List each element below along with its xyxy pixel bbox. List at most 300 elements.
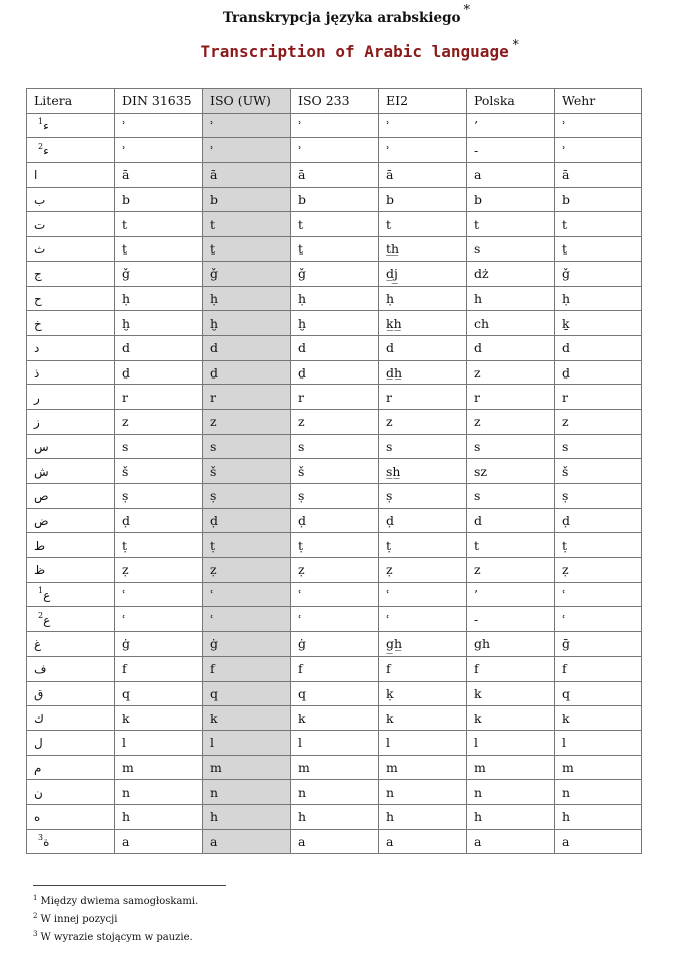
- arabic-letter: ث: [34, 242, 46, 257]
- cell-polska: h: [467, 804, 555, 829]
- cell-wehr: ḵ: [555, 311, 642, 336]
- cell-iso-uw: z: [203, 409, 291, 434]
- cell-iso-uw: ǧ: [203, 261, 291, 286]
- header-iso-233: ISO 233: [291, 89, 379, 114]
- cell-wehr: t: [555, 212, 642, 237]
- table-row: [27, 484, 642, 509]
- cell-letter: [27, 508, 115, 533]
- cell-iso-uw: ṯ: [203, 237, 291, 262]
- table-row: [27, 829, 642, 854]
- cell-polska: s: [467, 484, 555, 509]
- cell-iso-233: z: [291, 409, 379, 434]
- cell-din-31635: h: [115, 804, 203, 829]
- cell-wehr: a: [555, 829, 642, 854]
- cell-letter: [27, 212, 115, 237]
- footnote-ref: 2: [38, 141, 44, 151]
- arabic-letter: ت: [34, 217, 46, 232]
- cell-ei2: n: [379, 780, 467, 805]
- cell-din-31635: ṯ: [115, 237, 203, 262]
- cell-ei2: ṣ: [379, 484, 467, 509]
- cell-iso-uw: f: [203, 656, 291, 681]
- arabic-letter: ب: [34, 193, 46, 208]
- cell-letter: [27, 656, 115, 681]
- title-polish-asterisk: *: [463, 3, 471, 18]
- cell-letter: [27, 335, 115, 360]
- cell-letter: [27, 484, 115, 509]
- table-row: [27, 533, 642, 558]
- cell-iso-uw: ā: [203, 163, 291, 188]
- cell-din-31635: f: [115, 656, 203, 681]
- arabic-letter: ة: [43, 834, 50, 849]
- cell-wehr: d: [555, 335, 642, 360]
- footnote-2-number: 2: [33, 912, 38, 920]
- cell-din-31635: k: [115, 706, 203, 731]
- cell-wehr: ʾ: [555, 113, 642, 138]
- cell-iso-uw: ḫ: [203, 311, 291, 336]
- arabic-letter: ء: [43, 143, 49, 158]
- cell-ei2: g̲h̲: [379, 632, 467, 657]
- title-english-asterisk: *: [511, 38, 520, 53]
- cell-din-31635: ḫ: [115, 311, 203, 336]
- cell-din-31635: r: [115, 385, 203, 410]
- footnote-3: [33, 931, 198, 949]
- cell-letter: [27, 730, 115, 755]
- cell-din-31635: ḍ: [115, 508, 203, 533]
- cell-polska: n: [467, 780, 555, 805]
- cell-polska: d: [467, 508, 555, 533]
- cell-letter: [27, 459, 115, 484]
- cell-din-31635: b: [115, 187, 203, 212]
- footnote-ref: 3: [38, 832, 44, 842]
- cell-wehr: k: [555, 706, 642, 731]
- cell-ei2: k̲h̲: [379, 311, 467, 336]
- cell-polska: s: [467, 237, 555, 262]
- cell-iso-uw: ʾ: [203, 113, 291, 138]
- cell-polska: sz: [467, 459, 555, 484]
- table-row: [27, 558, 642, 583]
- cell-iso-uw: m: [203, 755, 291, 780]
- cell-din-31635: s: [115, 434, 203, 459]
- cell-iso-uw: ṭ: [203, 533, 291, 558]
- cell-ei2: k: [379, 706, 467, 731]
- cell-polska: -: [467, 607, 555, 632]
- table-row: [27, 311, 642, 336]
- cell-polska: ’: [467, 582, 555, 607]
- table-row: [27, 780, 642, 805]
- cell-iso-233: ṭ: [291, 533, 379, 558]
- cell-polska: h: [467, 286, 555, 311]
- table-row: [27, 706, 642, 731]
- arabic-letter: ء: [43, 119, 49, 134]
- cell-letter: [27, 434, 115, 459]
- cell-iso-uw: r: [203, 385, 291, 410]
- cell-iso-uw: ẓ: [203, 558, 291, 583]
- cell-wehr: ṯ: [555, 237, 642, 262]
- cell-wehr: š: [555, 459, 642, 484]
- cell-iso-uw: d: [203, 335, 291, 360]
- cell-iso-uw: ʿ: [203, 582, 291, 607]
- cell-din-31635: ġ: [115, 632, 203, 657]
- cell-iso-233: k: [291, 706, 379, 731]
- cell-ei2: a: [379, 829, 467, 854]
- cell-iso-233: f: [291, 656, 379, 681]
- cell-iso-233: b: [291, 187, 379, 212]
- table-body: [27, 113, 642, 854]
- cell-letter: [27, 706, 115, 731]
- cell-iso-uw: s: [203, 434, 291, 459]
- cell-iso-233: ḫ: [291, 311, 379, 336]
- cell-din-31635: ʿ: [115, 582, 203, 607]
- footnote-1: [33, 895, 198, 913]
- header-polska: Polska: [467, 89, 555, 114]
- cell-wehr: ṭ: [555, 533, 642, 558]
- footnote-ref: 1: [38, 586, 44, 596]
- cell-din-31635: š: [115, 459, 203, 484]
- table-row: [27, 434, 642, 459]
- cell-ei2: d̲j̲: [379, 261, 467, 286]
- cell-wehr: ḡ: [555, 632, 642, 657]
- cell-wehr: m: [555, 755, 642, 780]
- cell-letter: [27, 755, 115, 780]
- cell-wehr: b: [555, 187, 642, 212]
- cell-ei2: ʿ: [379, 607, 467, 632]
- cell-iso-233: ʿ: [291, 607, 379, 632]
- cell-iso-uw: ḏ: [203, 360, 291, 385]
- cell-iso-uw: q: [203, 681, 291, 706]
- cell-iso-uw: ḍ: [203, 508, 291, 533]
- cell-iso-uw: a: [203, 829, 291, 854]
- cell-ei2: ḥ: [379, 286, 467, 311]
- cell-letter: [27, 113, 115, 138]
- cell-wehr: ǧ: [555, 261, 642, 286]
- cell-iso-233: ʾ: [291, 113, 379, 138]
- cell-letter: [27, 607, 115, 632]
- table-row: [27, 508, 642, 533]
- arabic-letter: غ: [34, 637, 42, 652]
- title-polish-text: Transkrypcja języka arabskiego: [222, 10, 461, 26]
- table-row: [27, 286, 642, 311]
- cell-ei2: l: [379, 730, 467, 755]
- table-row: [27, 656, 642, 681]
- cell-iso-233: ġ: [291, 632, 379, 657]
- cell-iso-233: a: [291, 829, 379, 854]
- table-row: [27, 681, 642, 706]
- cell-letter: [27, 187, 115, 212]
- cell-letter: [27, 582, 115, 607]
- cell-iso-233: ḍ: [291, 508, 379, 533]
- cell-iso-233: ǧ: [291, 261, 379, 286]
- cell-ei2: ḳ: [379, 681, 467, 706]
- cell-polska: z: [467, 360, 555, 385]
- cell-wehr: ṣ: [555, 484, 642, 509]
- cell-ei2: d: [379, 335, 467, 360]
- cell-wehr: s: [555, 434, 642, 459]
- cell-letter: [27, 385, 115, 410]
- arabic-letter: ظ: [34, 563, 46, 578]
- table-row: [27, 113, 642, 138]
- table-row: [27, 409, 642, 434]
- cell-polska: ’: [467, 113, 555, 138]
- table-row: [27, 212, 642, 237]
- cell-wehr: ʾ: [555, 138, 642, 163]
- cell-din-31635: l: [115, 730, 203, 755]
- cell-ei2: s̲h̲: [379, 459, 467, 484]
- cell-ei2: ʿ: [379, 582, 467, 607]
- cell-polska: k: [467, 706, 555, 731]
- cell-letter: [27, 138, 115, 163]
- cell-iso-uw: b: [203, 187, 291, 212]
- title-english-text: Transcription of Arabic language: [200, 42, 509, 61]
- cell-polska: d: [467, 335, 555, 360]
- cell-din-31635: t: [115, 212, 203, 237]
- cell-polska: l: [467, 730, 555, 755]
- cell-polska: z: [467, 558, 555, 583]
- cell-letter: [27, 286, 115, 311]
- cell-wehr: r: [555, 385, 642, 410]
- arabic-letter: س: [34, 439, 49, 454]
- cell-polska: b: [467, 187, 555, 212]
- cell-iso-233: ʾ: [291, 138, 379, 163]
- arabic-letter: ز: [34, 415, 40, 430]
- cell-letter: [27, 533, 115, 558]
- cell-iso-uw: ʾ: [203, 138, 291, 163]
- cell-ei2: d̲h̲: [379, 360, 467, 385]
- arabic-letter: ف: [34, 662, 47, 677]
- table-row: [27, 582, 642, 607]
- table-row: [27, 730, 642, 755]
- cell-iso-uw: ḥ: [203, 286, 291, 311]
- cell-din-31635: d: [115, 335, 203, 360]
- cell-letter: [27, 829, 115, 854]
- cell-din-31635: ʿ: [115, 607, 203, 632]
- cell-din-31635: ẓ: [115, 558, 203, 583]
- cell-iso-233: d: [291, 335, 379, 360]
- cell-ei2: m: [379, 755, 467, 780]
- cell-polska: r: [467, 385, 555, 410]
- footnote-3-text: W wyrazie stojącym w pauzie.: [40, 932, 193, 943]
- cell-letter: [27, 163, 115, 188]
- footnote-3-number: 3: [33, 930, 38, 938]
- cell-ei2: ā: [379, 163, 467, 188]
- cell-iso-233: ẓ: [291, 558, 379, 583]
- cell-iso-uw: h: [203, 804, 291, 829]
- cell-ei2: ʾ: [379, 113, 467, 138]
- cell-iso-233: ḏ: [291, 360, 379, 385]
- arabic-letter: خ: [34, 316, 42, 331]
- table-row: [27, 607, 642, 632]
- cell-iso-uw: t: [203, 212, 291, 237]
- cell-din-31635: z: [115, 409, 203, 434]
- cell-wehr: ʿ: [555, 607, 642, 632]
- arabic-letter: ل: [34, 736, 43, 751]
- arabic-letter: ع: [43, 612, 51, 627]
- table-row: [27, 459, 642, 484]
- table-row: [27, 632, 642, 657]
- arabic-letter: ك: [34, 711, 44, 726]
- cell-polska: f: [467, 656, 555, 681]
- header-ei2: EI2: [379, 89, 467, 114]
- table-row: [27, 755, 642, 780]
- footnote-2: [33, 913, 198, 931]
- page-title-english: [0, 38, 693, 61]
- cell-ei2: ḍ: [379, 508, 467, 533]
- cell-iso-uw: l: [203, 730, 291, 755]
- cell-din-31635: ḥ: [115, 286, 203, 311]
- cell-ei2: f: [379, 656, 467, 681]
- cell-wehr: ḍ: [555, 508, 642, 533]
- cell-iso-233: ʿ: [291, 582, 379, 607]
- cell-iso-uw: ṣ: [203, 484, 291, 509]
- cell-letter: [27, 360, 115, 385]
- cell-iso-233: r: [291, 385, 379, 410]
- cell-ei2: z: [379, 409, 467, 434]
- arabic-letter: ط: [34, 538, 46, 553]
- arabic-letter: ش: [34, 464, 49, 479]
- table-row: [27, 261, 642, 286]
- cell-iso-233: n: [291, 780, 379, 805]
- cell-din-31635: n: [115, 780, 203, 805]
- table-row: [27, 335, 642, 360]
- cell-polska: -: [467, 138, 555, 163]
- cell-iso-uw: ʿ: [203, 607, 291, 632]
- cell-ei2: t: [379, 212, 467, 237]
- cell-din-31635: a: [115, 829, 203, 854]
- cell-wehr: ḥ: [555, 286, 642, 311]
- cell-din-31635: m: [115, 755, 203, 780]
- cell-iso-233: ḥ: [291, 286, 379, 311]
- cell-letter: [27, 409, 115, 434]
- arabic-letter: ح: [34, 291, 42, 306]
- cell-iso-233: m: [291, 755, 379, 780]
- arabic-letter: م: [34, 760, 42, 775]
- cell-din-31635: ǧ: [115, 261, 203, 286]
- transcription-table: [26, 88, 642, 854]
- table-row: [27, 163, 642, 188]
- cell-polska: a: [467, 163, 555, 188]
- footnote-ref: 1: [38, 117, 44, 127]
- page-title-polish: [0, 3, 693, 26]
- arabic-letter: ا: [34, 168, 38, 183]
- cell-iso-233: ṯ: [291, 237, 379, 262]
- cell-wehr: ā: [555, 163, 642, 188]
- cell-wehr: ḏ: [555, 360, 642, 385]
- arabic-letter: ه: [34, 810, 41, 825]
- cell-letter: [27, 237, 115, 262]
- cell-wehr: n: [555, 780, 642, 805]
- cell-letter: [27, 804, 115, 829]
- footnote-2-text: W innej pozycji: [40, 914, 118, 925]
- cell-ei2: ṭ: [379, 533, 467, 558]
- arabic-letter: د: [34, 341, 40, 356]
- cell-polska: k: [467, 681, 555, 706]
- cell-iso-233: h: [291, 804, 379, 829]
- cell-din-31635: ā: [115, 163, 203, 188]
- footnote-divider: [33, 885, 226, 886]
- cell-ei2: t̲h̲: [379, 237, 467, 262]
- cell-ei2: ʾ: [379, 138, 467, 163]
- header-iso-uw: ISO (UW): [203, 89, 291, 114]
- cell-din-31635: ḏ: [115, 360, 203, 385]
- cell-polska: dż: [467, 261, 555, 286]
- cell-din-31635: ṭ: [115, 533, 203, 558]
- cell-polska: a: [467, 829, 555, 854]
- cell-wehr: z: [555, 409, 642, 434]
- cell-din-31635: q: [115, 681, 203, 706]
- cell-ei2: s: [379, 434, 467, 459]
- cell-letter: [27, 311, 115, 336]
- header-wehr: Wehr: [555, 89, 642, 114]
- table-header-row: [27, 89, 642, 114]
- header-litera: Litera: [27, 89, 115, 114]
- footnote-ref: 2: [38, 610, 44, 620]
- cell-wehr: l: [555, 730, 642, 755]
- cell-letter: [27, 261, 115, 286]
- cell-ei2: r: [379, 385, 467, 410]
- cell-din-31635: ʾ: [115, 113, 203, 138]
- cell-iso-233: t: [291, 212, 379, 237]
- cell-ei2: h: [379, 804, 467, 829]
- cell-polska: ch: [467, 311, 555, 336]
- footnotes: [33, 895, 198, 949]
- cell-polska: s: [467, 434, 555, 459]
- cell-polska: t: [467, 533, 555, 558]
- cell-polska: m: [467, 755, 555, 780]
- cell-iso-233: q: [291, 681, 379, 706]
- arabic-letter: ج: [34, 267, 42, 282]
- table-row: [27, 138, 642, 163]
- footnote-1-number: 1: [33, 894, 38, 902]
- cell-letter: [27, 681, 115, 706]
- cell-iso-uw: k: [203, 706, 291, 731]
- footnote-1-text: Między dwiema samogłoskami.: [40, 896, 199, 907]
- cell-iso-uw: ġ: [203, 632, 291, 657]
- cell-iso-233: ṣ: [291, 484, 379, 509]
- cell-iso-233: š: [291, 459, 379, 484]
- header-din-31635: DIN 31635: [115, 89, 203, 114]
- cell-iso-233: s: [291, 434, 379, 459]
- table-row: [27, 804, 642, 829]
- arabic-letter: ق: [34, 686, 44, 701]
- cell-wehr: ʿ: [555, 582, 642, 607]
- table-row: [27, 187, 642, 212]
- cell-polska: z: [467, 409, 555, 434]
- table-row: [27, 360, 642, 385]
- cell-wehr: f: [555, 656, 642, 681]
- cell-din-31635: ṣ: [115, 484, 203, 509]
- cell-letter: [27, 780, 115, 805]
- cell-polska: gh: [467, 632, 555, 657]
- cell-iso-233: ā: [291, 163, 379, 188]
- cell-wehr: ẓ: [555, 558, 642, 583]
- table-row: [27, 237, 642, 262]
- cell-ei2: ẓ: [379, 558, 467, 583]
- table-row: [27, 385, 642, 410]
- cell-wehr: h: [555, 804, 642, 829]
- cell-ei2: b: [379, 187, 467, 212]
- cell-letter: [27, 632, 115, 657]
- cell-iso-233: l: [291, 730, 379, 755]
- cell-iso-uw: n: [203, 780, 291, 805]
- arabic-letter: ن: [34, 785, 43, 800]
- cell-din-31635: ʾ: [115, 138, 203, 163]
- cell-polska: t: [467, 212, 555, 237]
- arabic-letter: ع: [43, 588, 51, 603]
- cell-wehr: q: [555, 681, 642, 706]
- arabic-letter: ص: [34, 489, 49, 504]
- arabic-letter: ذ: [34, 365, 40, 380]
- arabic-letter: ض: [34, 514, 49, 529]
- arabic-letter: ر: [34, 390, 40, 405]
